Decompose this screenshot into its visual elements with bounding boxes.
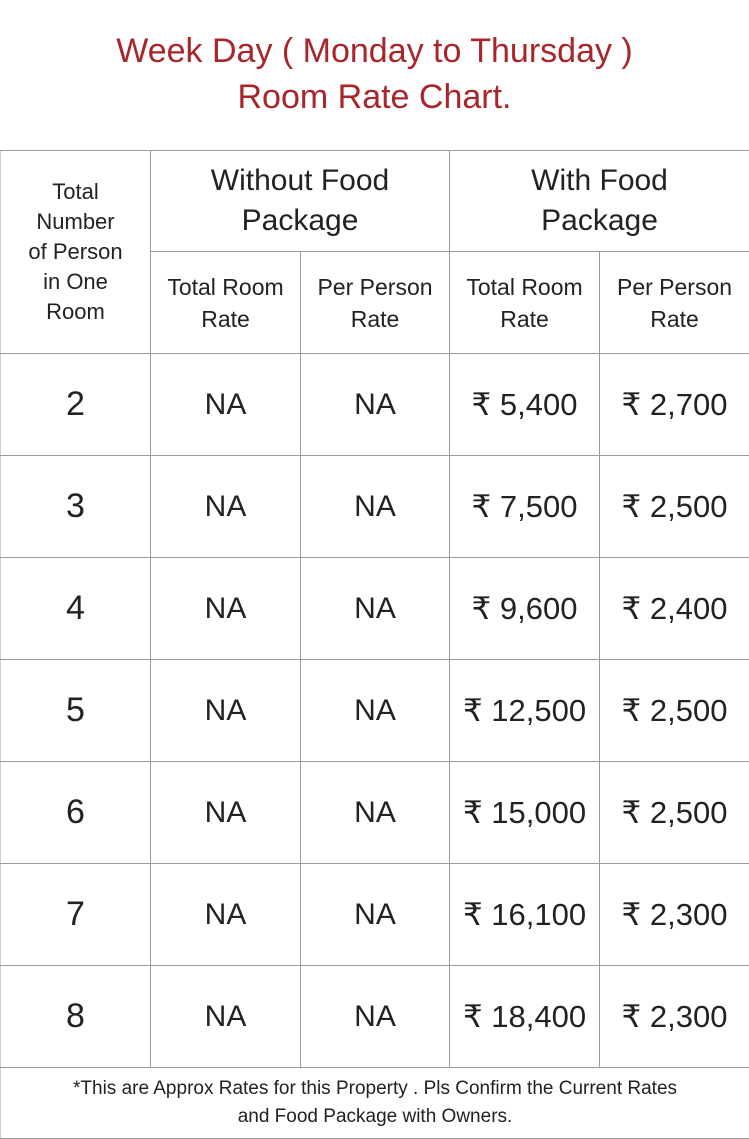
- table-row: [1, 456, 749, 558]
- with-per-person-cell: ₹ 2,300: [600, 864, 749, 966]
- table-row: [1, 762, 749, 864]
- subheader-line: Rate: [600, 303, 749, 335]
- header-persons: [1, 151, 151, 354]
- header-persons-line: Room: [1, 297, 150, 327]
- header-persons-line: in One: [1, 267, 150, 297]
- header-without-food: [151, 151, 450, 252]
- with-total-cell: ₹ 15,000: [450, 762, 600, 864]
- table-row: [1, 558, 749, 660]
- with-per-person-cell: ₹ 2,500: [600, 762, 749, 864]
- without-total-cell: NA: [151, 864, 301, 966]
- persons-cell: 2: [1, 354, 151, 456]
- without-total-cell: NA: [151, 966, 301, 1068]
- subheader-line: Rate: [301, 303, 449, 335]
- with-total-cell: ₹ 9,600: [450, 558, 600, 660]
- footnote: [1, 1068, 749, 1139]
- with-total-cell: ₹ 18,400: [450, 966, 600, 1068]
- without-total-cell: NA: [151, 456, 301, 558]
- without-per-person-cell: NA: [301, 966, 450, 1068]
- with-per-person-cell: ₹ 2,500: [600, 456, 749, 558]
- with-per-person-cell: ₹ 2,500: [600, 660, 749, 762]
- without-per-person-cell: NA: [301, 354, 450, 456]
- header-without-total-room-rate: [151, 252, 301, 354]
- with-total-cell: ₹ 16,100: [450, 864, 600, 966]
- persons-cell: 8: [1, 966, 151, 1068]
- with-total-cell: ₹ 12,500: [450, 660, 600, 762]
- table-row: [1, 864, 749, 966]
- header-with-total-room-rate: [450, 252, 600, 354]
- without-total-cell: NA: [151, 660, 301, 762]
- persons-cell: 5: [1, 660, 151, 762]
- without-total-cell: NA: [151, 762, 301, 864]
- page-title: [0, 28, 749, 120]
- without-total-cell: NA: [151, 558, 301, 660]
- title-line-1: Week Day ( Monday to Thursday ): [0, 28, 749, 74]
- table-row: [1, 660, 749, 762]
- without-per-person-cell: NA: [301, 762, 450, 864]
- subheader-line: Per Person: [600, 271, 749, 303]
- without-per-person-cell: NA: [301, 558, 450, 660]
- persons-cell: 6: [1, 762, 151, 864]
- header-with-food: [450, 151, 749, 252]
- with-per-person-cell: ₹ 2,400: [600, 558, 749, 660]
- persons-cell: 4: [1, 558, 151, 660]
- header-with-food-line: With Food: [450, 161, 749, 201]
- subheader-line: Rate: [450, 303, 599, 335]
- subheader-line: Per Person: [301, 271, 449, 303]
- with-total-cell: ₹ 5,400: [450, 354, 600, 456]
- footnote-row: [1, 1068, 749, 1139]
- footnote-line: and Food Package with Owners.: [1, 1103, 749, 1131]
- subheader-line: Rate: [151, 303, 300, 335]
- without-per-person-cell: NA: [301, 456, 450, 558]
- header-persons-line: Total: [1, 177, 150, 207]
- header-without-food-line: Package: [151, 201, 449, 241]
- persons-cell: 7: [1, 864, 151, 966]
- room-rate-table: [0, 150, 749, 1139]
- table-row: [1, 966, 749, 1068]
- header-persons-line: Number: [1, 207, 150, 237]
- with-total-cell: ₹ 7,500: [450, 456, 600, 558]
- header-without-per-person-rate: [301, 252, 450, 354]
- header-without-food-line: Without Food: [151, 161, 449, 201]
- subheader-line: Total Room: [151, 271, 300, 303]
- header-persons-line: of Person: [1, 237, 150, 267]
- header-row-group: [1, 151, 749, 252]
- subheader-line: Total Room: [450, 271, 599, 303]
- footnote-line: *This are Approx Rates for this Property . Pls Confirm the Current Rates: [1, 1075, 749, 1103]
- header-with-food-line: Package: [450, 201, 749, 241]
- header-with-per-person-rate: [600, 252, 749, 354]
- persons-cell: 3: [1, 456, 151, 558]
- with-per-person-cell: ₹ 2,300: [600, 966, 749, 1068]
- table-row: [1, 354, 749, 456]
- without-total-cell: NA: [151, 354, 301, 456]
- without-per-person-cell: NA: [301, 864, 450, 966]
- title-line-2: Room Rate Chart.: [0, 74, 749, 120]
- without-per-person-cell: NA: [301, 660, 450, 762]
- with-per-person-cell: ₹ 2,700: [600, 354, 749, 456]
